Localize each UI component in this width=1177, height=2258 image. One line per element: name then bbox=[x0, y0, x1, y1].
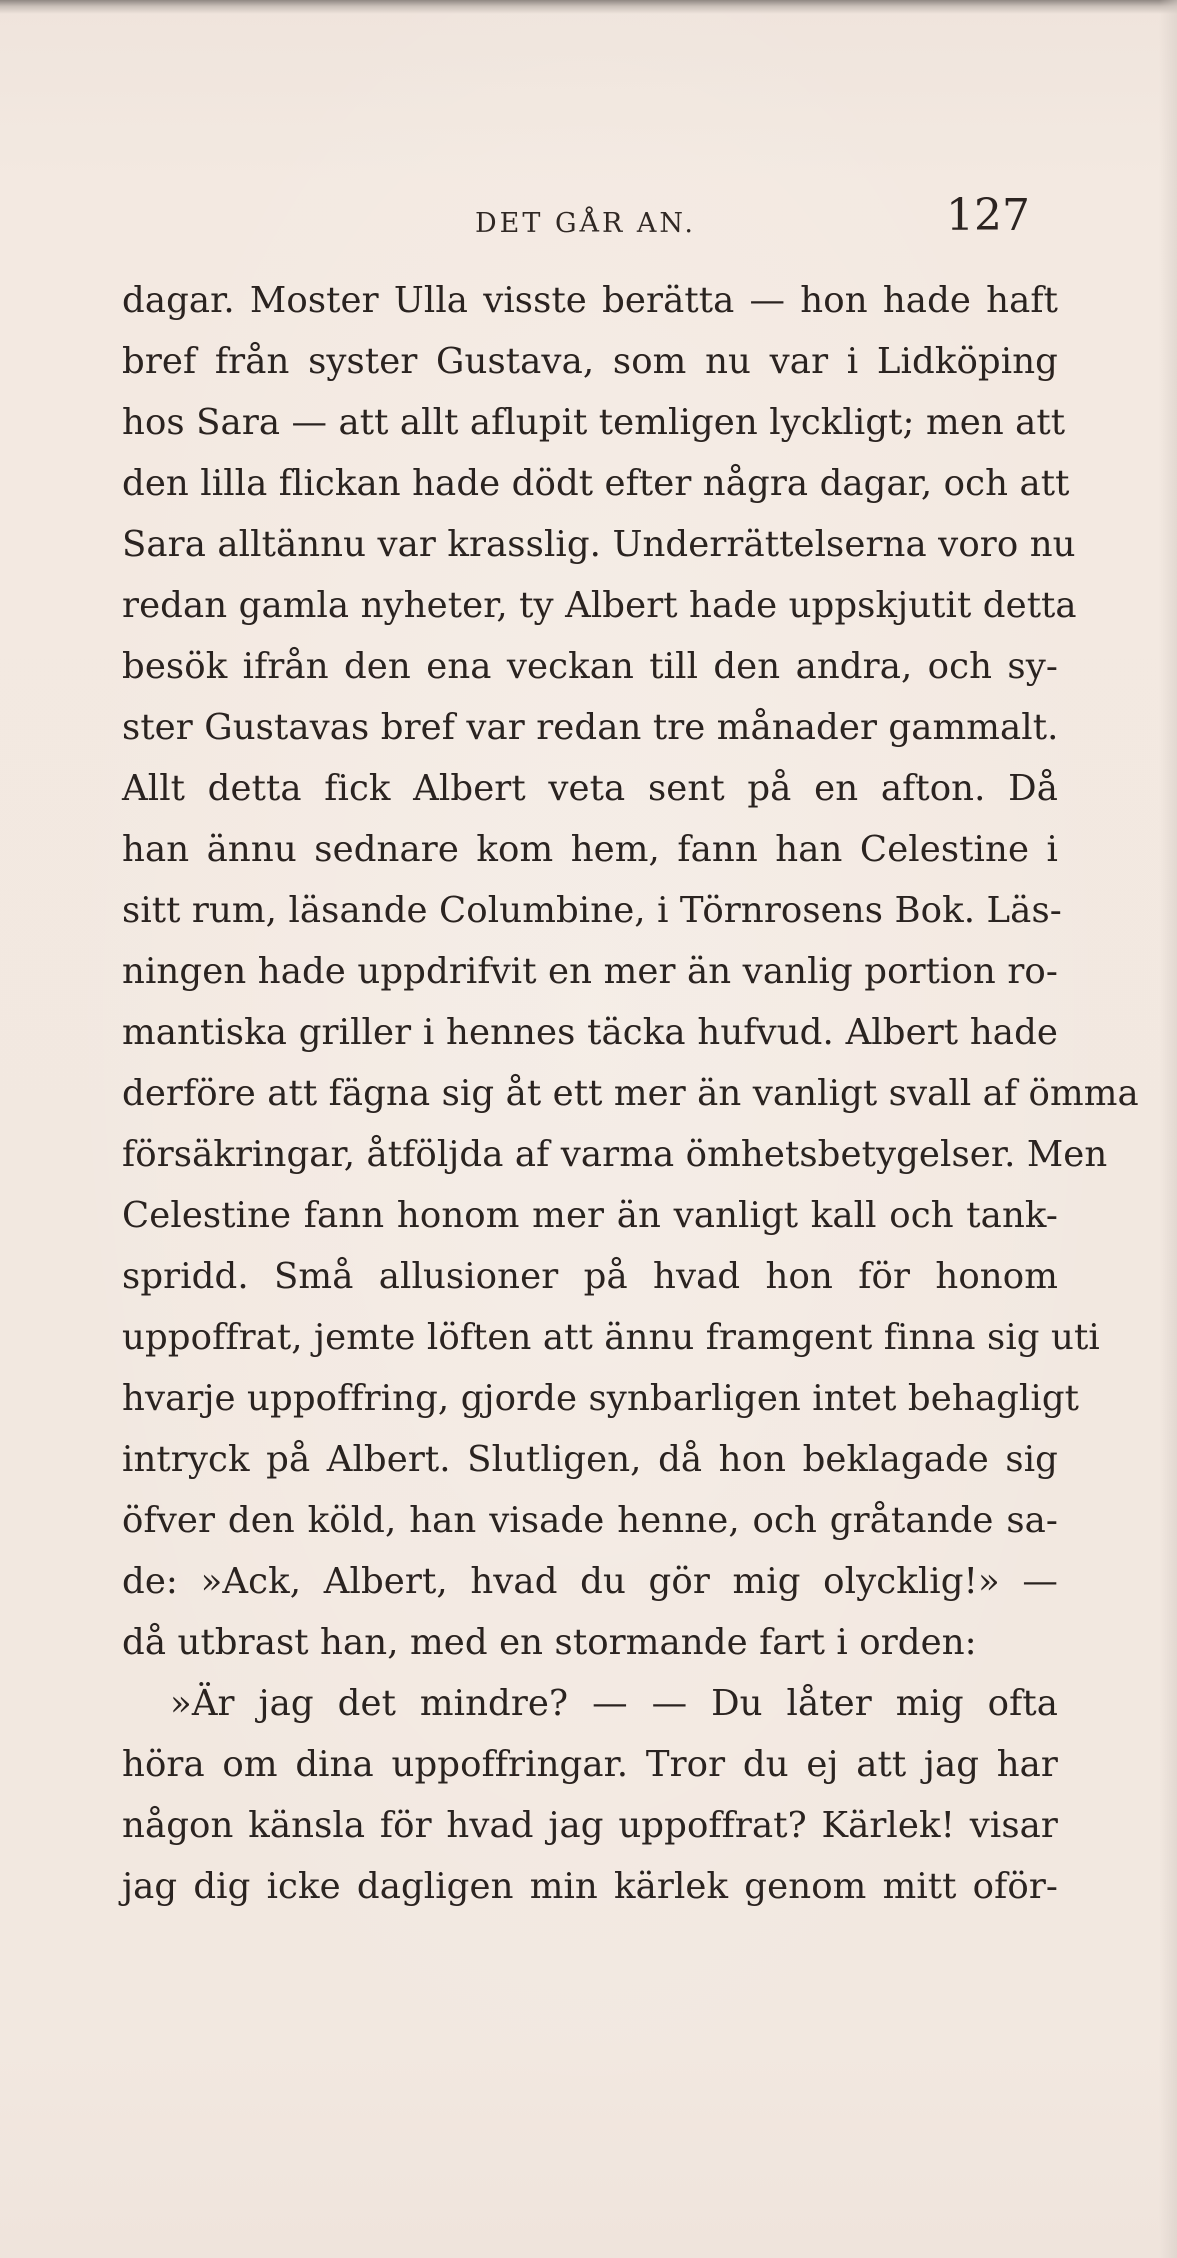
page-number: 127 bbox=[946, 190, 1030, 241]
text-line: mantiska griller i hennes täcka hufvud. Albert hade bbox=[122, 1012, 1058, 1053]
text-line: någon känsla för hvad jag uppoffrat? Kärlek! visar bbox=[122, 1805, 1058, 1846]
text-line: redan gamla nyheter, ty Albert hade uppskjutit detta bbox=[122, 585, 1077, 626]
running-title: DET GÅR AN. bbox=[475, 208, 696, 239]
page-right-edge bbox=[1159, 0, 1177, 2258]
text-line: ningen hade uppdrifvit en mer än vanlig portion ro- bbox=[122, 951, 1058, 992]
text-line: Celestine fann honom mer än vanligt kall och tank- bbox=[122, 1195, 1058, 1236]
text-line: besök ifrån den ena veckan till den andra, och sy- bbox=[122, 646, 1058, 687]
text-line: jag dig icke dagligen min kärlek genom mitt oför- bbox=[122, 1866, 1058, 1907]
text-line: öfver den köld, han visade henne, och gråtande sa- bbox=[122, 1500, 1058, 1541]
text-line: bref från syster Gustava, som nu var i Lidköping bbox=[122, 341, 1058, 382]
text-line: den lilla flickan hade dödt efter några dagar, och att bbox=[122, 463, 1070, 504]
page-header bbox=[0, 190, 1177, 250]
text-line: dagar. Moster Ulla visste berätta — hon hade haft bbox=[122, 280, 1058, 321]
text-line: Allt detta fick Albert veta sent på en afton. Då bbox=[122, 768, 1058, 809]
text-line: ster Gustavas bref var redan tre månader gammalt. bbox=[122, 707, 1059, 748]
text-line: sitt rum, läsande Columbine, i Törnrosens Bok. Läs- bbox=[122, 890, 1062, 931]
text-line: de: »Ack, Albert, hvad du gör mig olycklig!» — bbox=[122, 1561, 1058, 1602]
text-line-paragraph-end: då utbrast han, med en stormande fart i orden: bbox=[122, 1622, 977, 1663]
text-line-paragraph-start: »Är jag det mindre? — — Du låter mig ofta bbox=[170, 1683, 1058, 1724]
page-top-edge bbox=[0, 0, 1177, 14]
text-line: derföre att fägna sig åt ett mer än vanligt svall af ömma bbox=[122, 1073, 1139, 1114]
text-line: han ännu sednare kom hem, fann han Celestine i bbox=[122, 829, 1058, 870]
text-line: Sara alltännu var krasslig. Underrättelserna voro nu bbox=[122, 524, 1076, 565]
text-line: hos Sara — att allt aflupit temligen lyckligt; men att bbox=[122, 402, 1066, 443]
text-line: försäkringar, åtföljda af varma ömhetsbetygelser. Men bbox=[122, 1134, 1108, 1175]
text-line: höra om dina uppoffringar. Tror du ej att jag har bbox=[122, 1744, 1058, 1785]
text-line: spridd. Små allusioner på hvad hon för honom bbox=[122, 1256, 1058, 1297]
text-line: uppoffrat, jemte löften att ännu framgent finna sig uti bbox=[122, 1317, 1100, 1358]
text-line: hvarje uppoffring, gjorde synbarligen intet behagligt bbox=[122, 1378, 1080, 1419]
text-line: intryck på Albert. Slutligen, då hon beklagade sig bbox=[122, 1439, 1058, 1480]
body-text bbox=[122, 270, 1139, 1917]
